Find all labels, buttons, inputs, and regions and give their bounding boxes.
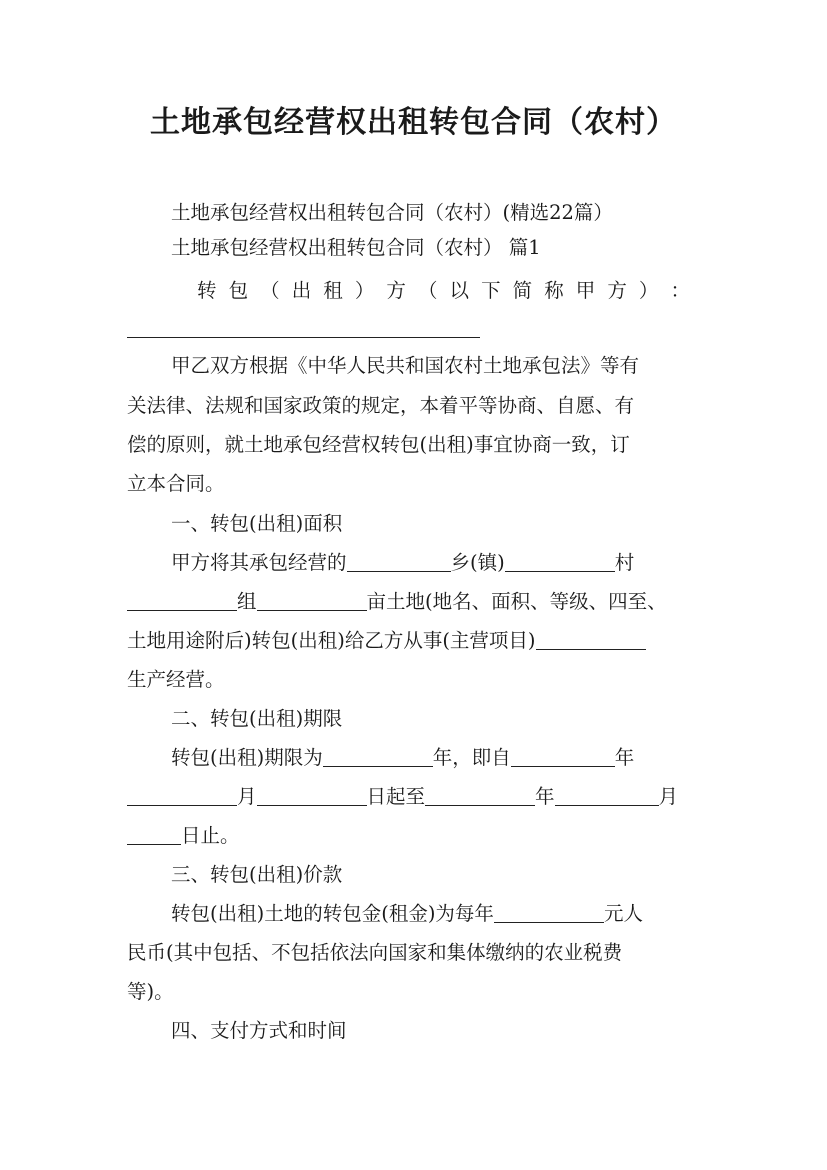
- blank-field: [555, 785, 659, 806]
- paragraph-line: 等)。: [127, 980, 174, 1003]
- label-char: 方: [607, 279, 627, 302]
- blank-field: [494, 902, 604, 923]
- text-segment: 月: [237, 785, 257, 808]
- text-segment: 村: [614, 551, 635, 574]
- term-line-1: [171, 744, 711, 772]
- label-char: （: [417, 279, 438, 302]
- label-char: 出: [291, 279, 312, 302]
- blank-field: [257, 785, 367, 806]
- paragraph-line: 立本合同。: [127, 472, 225, 495]
- label-char: 租: [323, 279, 343, 302]
- blank-field: [347, 551, 451, 572]
- label-char: ）: [638, 279, 659, 302]
- area-line-3: [127, 627, 707, 655]
- paragraph-line: 偿的原则，就土地承包经营权转包(出租)事宜协商一致，订: [127, 433, 630, 456]
- paragraph-line: 民币(其中包括、不包括依法向国家和集体缴纳的农业税费: [127, 941, 623, 964]
- text-segment: 转包(出租)期限为: [171, 746, 323, 769]
- blank-field: [127, 590, 237, 611]
- label-char: 简: [512, 279, 533, 302]
- label-char: ）: [354, 279, 375, 302]
- paragraph-line: 关法律、法规和国家政策的规定，本着平等协商、自愿、有: [127, 394, 635, 417]
- heading-area: 一、转包(出租)面积: [171, 512, 343, 535]
- area-line-1: [171, 549, 711, 577]
- text-segment: 组: [237, 590, 257, 613]
- price-line-1: [171, 900, 711, 928]
- blank-field: [425, 785, 535, 806]
- label-char: 转: [197, 279, 217, 302]
- section-title: 土地承包经营权出租转包合同（农村） 篇1: [171, 236, 541, 259]
- heading-price: 三、转包(出租)价款: [171, 863, 343, 886]
- label-char: 以: [449, 279, 470, 302]
- heading-payment: 四、支付方式和时间: [171, 1019, 347, 1042]
- term-line-3: [127, 822, 707, 850]
- label-char: 称: [544, 279, 564, 302]
- heading-term: 二、转包(出租)期限: [171, 707, 343, 730]
- party-a-blank: [127, 337, 480, 338]
- text-segment: 土地用途附后)转包(出租)给乙方从事(主营项目): [127, 629, 536, 652]
- blank-field: [536, 629, 646, 650]
- label-char: （: [260, 279, 280, 302]
- label-char: 方: [386, 279, 406, 302]
- area-line-2: [127, 588, 707, 616]
- text-segment: 年: [535, 785, 555, 808]
- blank-field: [127, 824, 181, 845]
- paragraph-line: 生产经营。: [127, 668, 225, 691]
- text-segment: 元人: [603, 902, 643, 925]
- blank-field: [257, 590, 367, 611]
- text-segment: 年，即自: [432, 746, 511, 769]
- label-char: 下: [481, 279, 501, 302]
- text-segment: 年: [614, 746, 635, 769]
- document-title: 土地承包经营权出租转包合同（农村）: [150, 105, 677, 140]
- label-char: ：: [670, 279, 690, 302]
- blank-field: [323, 746, 433, 767]
- text-segment: 亩土地(地名、面积、等级、四至、: [366, 590, 667, 613]
- paragraph-line: 甲乙双方根据《中华人民共和国农村土地承包法》等有: [171, 354, 640, 377]
- text-segment: 甲方将其承包经营的: [171, 551, 347, 574]
- collection-title: 土地承包经营权出租转包合同（农村）(精选22篇）: [171, 201, 613, 224]
- text-segment: 月: [658, 785, 679, 808]
- term-line-2: [127, 783, 707, 811]
- label-char: 包: [228, 279, 249, 302]
- party-a-label: [197, 277, 690, 305]
- text-segment: 日起至: [366, 785, 426, 808]
- text-segment: 乡(镇): [450, 551, 505, 574]
- blank-field: [505, 551, 615, 572]
- blank-field: [511, 746, 615, 767]
- label-char: 甲: [575, 279, 596, 302]
- text-segment: 日止。: [181, 824, 240, 847]
- text-segment: 转包(出租)土地的转包金(租金)为每年: [171, 902, 494, 925]
- blank-field: [127, 785, 237, 806]
